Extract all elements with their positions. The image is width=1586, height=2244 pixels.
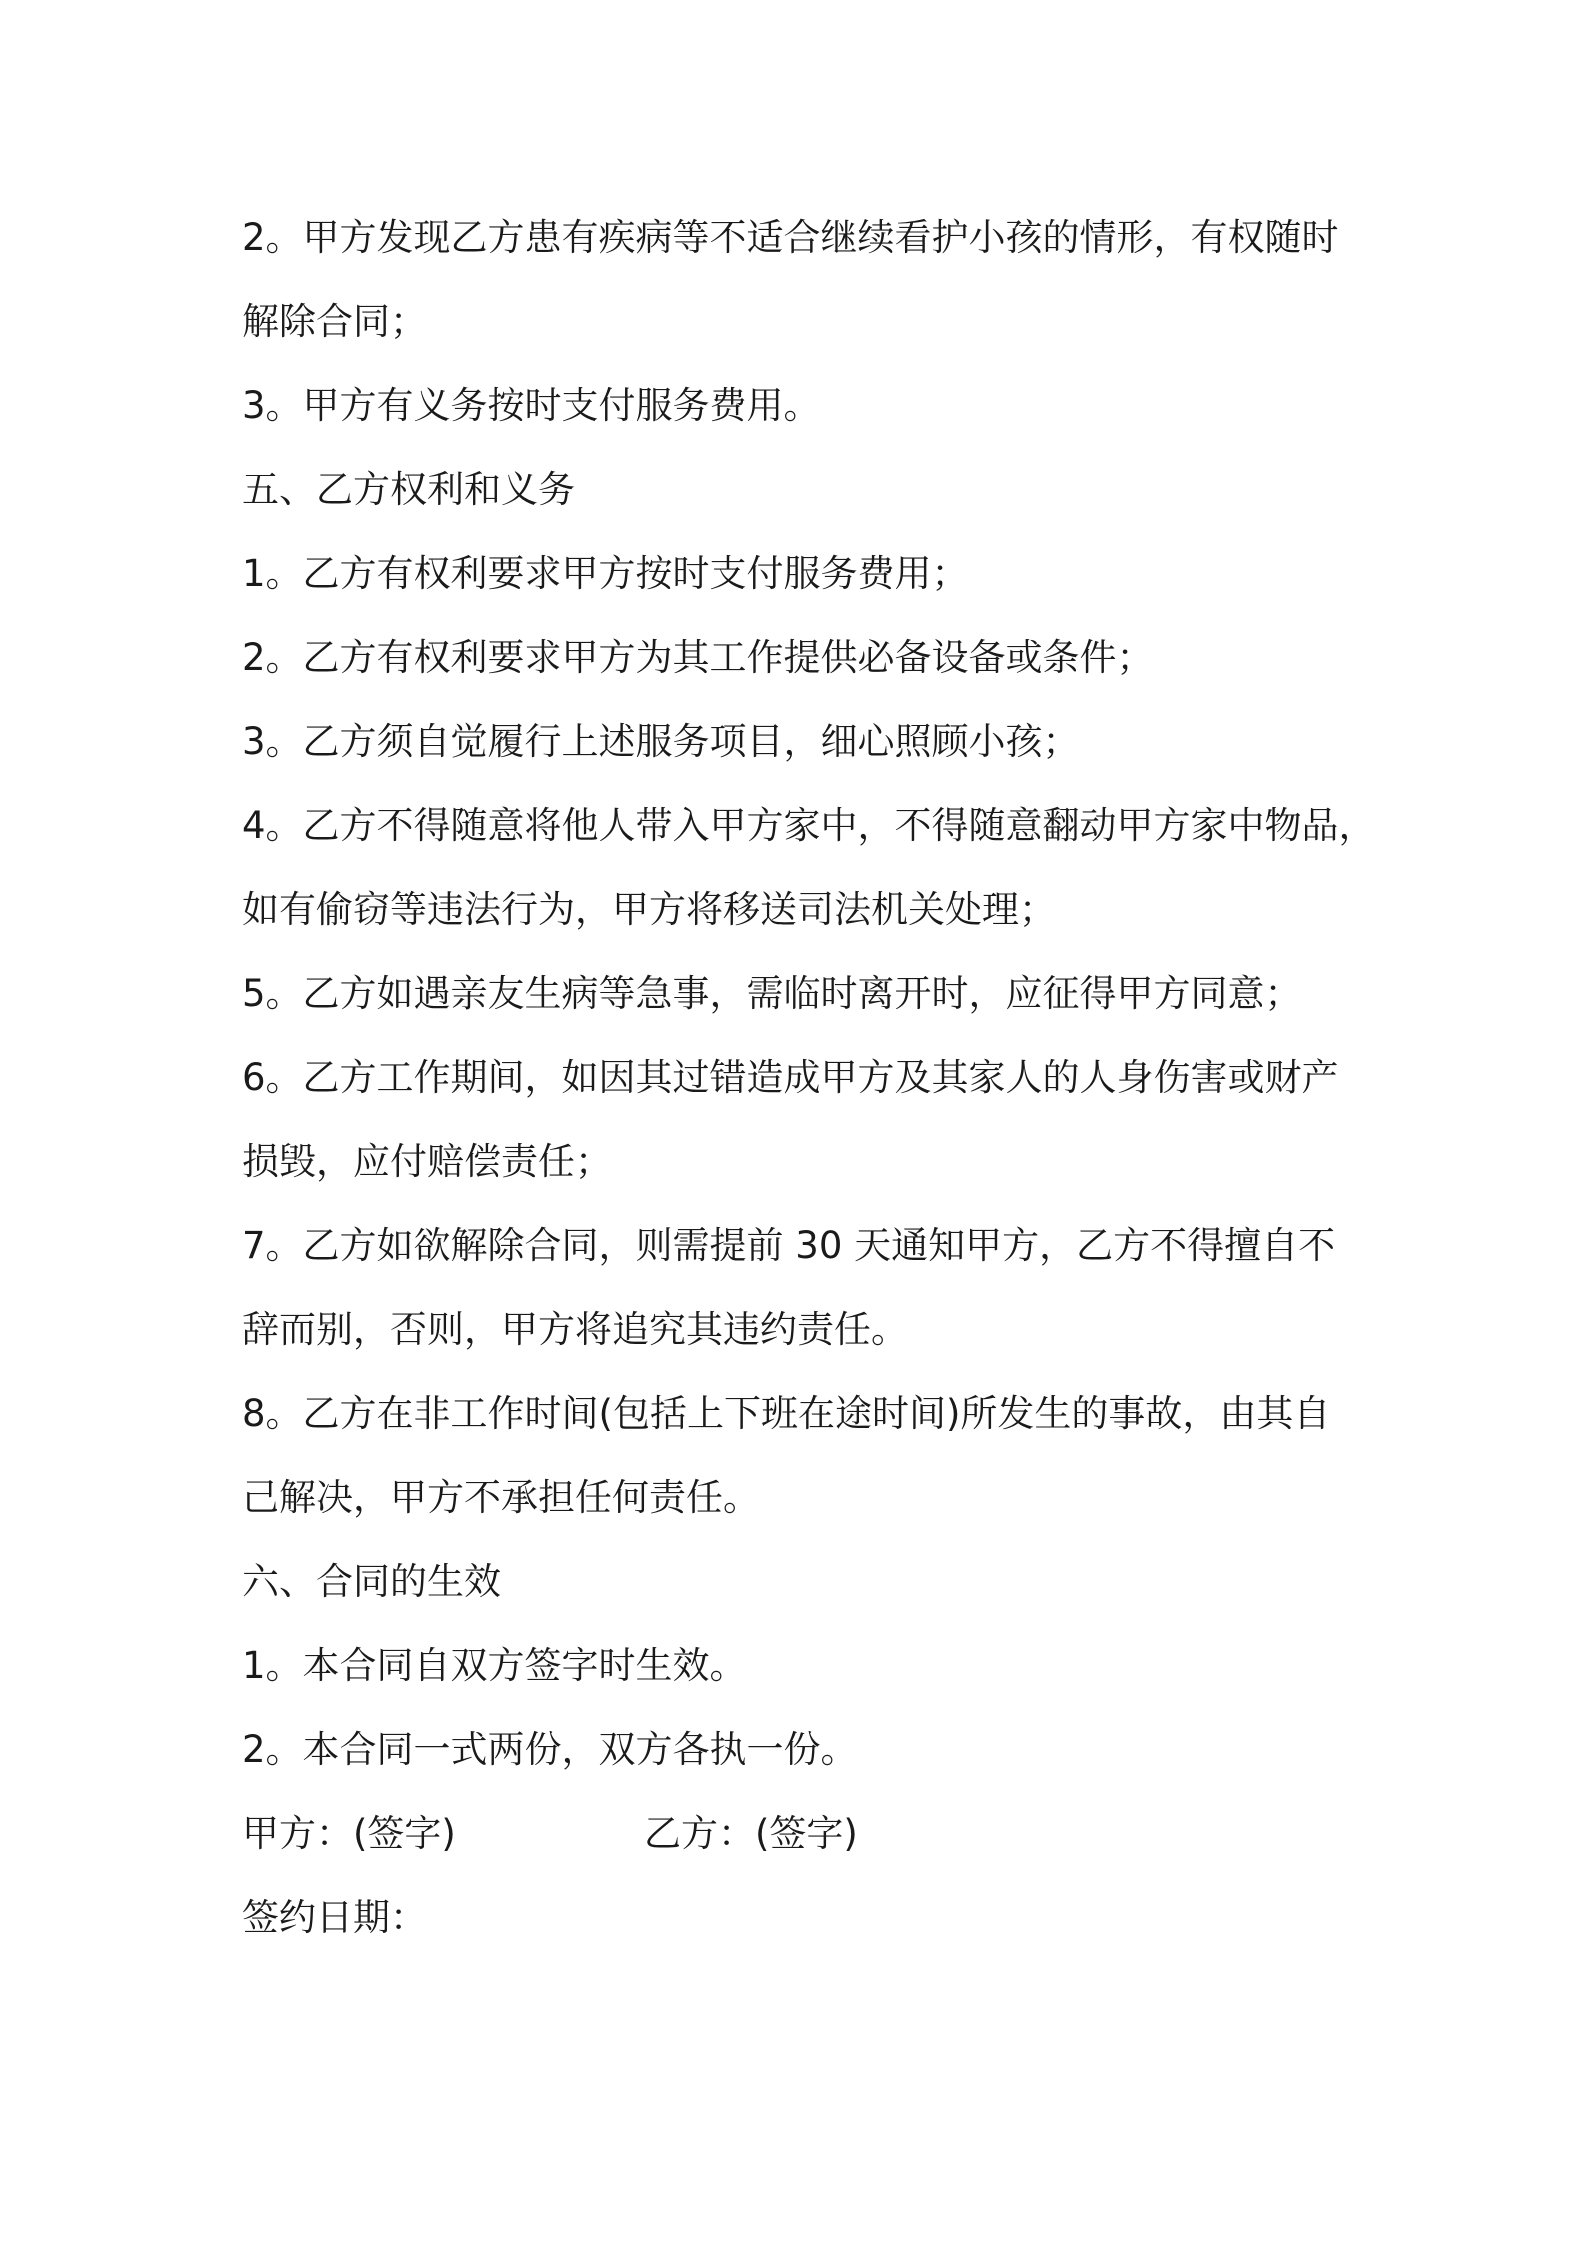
clause-line: 辞而别，否则，甲方将追究其违约责任。 — [242, 1308, 908, 1351]
party-a-signature: 甲方：(签字) — [242, 1812, 456, 1855]
clause-line: 3。乙方须自觉履行上述服务项目，细心照顾小孩； — [242, 720, 1080, 763]
clause-line: 1。乙方有权利要求甲方按时支付服务费用； — [242, 552, 969, 595]
clause-line: 8。乙方在非工作时间(包括上下班在途时间)所发生的事故，由其自 — [242, 1392, 1331, 1435]
clause-line: 2。甲方发现乙方患有疾病等不适合继续看护小孩的情形，有权随时 — [242, 216, 1339, 259]
clause-line: 4。乙方不得随意将他人带入甲方家中，不得随意翻动甲方家中物品， — [242, 804, 1376, 847]
section-heading: 五、乙方权利和义务 — [242, 468, 575, 511]
signature-row — [242, 1792, 1372, 1876]
document-page — [242, 196, 1376, 1960]
sign-date: 签约日期： — [242, 1896, 427, 1939]
clause-line: 7。乙方如欲解除合同，则需提前 30 天通知甲方，乙方不得擅自不 — [242, 1224, 1336, 1267]
clause-line: 1。本合同自双方签字时生效。 — [242, 1644, 747, 1687]
clause-line: 解除合同； — [242, 300, 427, 343]
clause-line: 如有偷窃等违法行为，甲方将移送司法机关处理； — [242, 888, 1056, 931]
clause-line: 2。本合同一式两份，双方各执一份。 — [242, 1728, 858, 1771]
clause-line: 5。乙方如遇亲友生病等急事，需临时离开时，应征得甲方同意； — [242, 972, 1302, 1015]
section-heading: 六、合同的生效 — [242, 1560, 501, 1603]
clause-line: 己解决，甲方不承担任何责任。 — [242, 1476, 760, 1519]
clause-line: 损毁，应付赔偿责任； — [242, 1140, 612, 1183]
clause-line: 6。乙方工作期间，如因其过错造成甲方及其家人的人身伤害或财产 — [242, 1056, 1339, 1099]
clause-line: 3。甲方有义务按时支付服务费用。 — [242, 384, 821, 427]
clause-line: 2。乙方有权利要求甲方为其工作提供必备设备或条件； — [242, 636, 1154, 679]
party-b-signature: 乙方：(签字) — [644, 1812, 858, 1855]
